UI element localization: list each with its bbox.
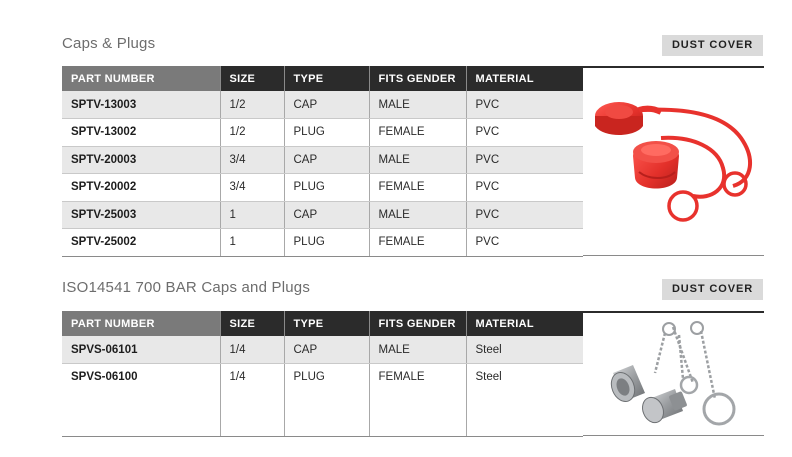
table-header-row — [62, 66, 583, 91]
size-cell: 1/2 — [220, 91, 284, 119]
type-cell: PLUG — [284, 119, 369, 147]
type-cell: CAP — [284, 201, 369, 229]
table-row — [62, 201, 583, 229]
column-header-type: TYPE — [284, 311, 369, 336]
table-row — [62, 91, 583, 119]
size-cell: 3/4 — [220, 174, 284, 202]
type-cell: PLUG — [284, 364, 369, 437]
fits-gender-cell: FEMALE — [369, 364, 466, 437]
size-cell: 1 — [220, 201, 284, 229]
material-cell: PVC — [466, 174, 583, 202]
table-header-row — [62, 311, 583, 336]
table-row — [62, 119, 583, 147]
part-number-cell: SPTV-20002 — [62, 174, 220, 202]
fits-gender-cell: MALE — [369, 91, 466, 119]
part-number-cell: SPTV-25003 — [62, 201, 220, 229]
part-number-cell: SPTV-25002 — [62, 229, 220, 257]
size-cell: 1/4 — [220, 336, 284, 364]
part-number-cell: SPVS-06101 — [62, 336, 220, 364]
size-cell: 1/2 — [220, 119, 284, 147]
fits-gender-cell: MALE — [369, 201, 466, 229]
column-header-size: SIZE — [220, 311, 284, 336]
type-cell: PLUG — [284, 174, 369, 202]
column-header-fits-gender: FITS GENDER — [369, 66, 466, 91]
column-header-fits-gender: FITS GENDER — [369, 311, 466, 336]
material-cell: PVC — [466, 119, 583, 147]
column-header-part-number: PART NUMBER — [62, 66, 220, 91]
part-number-cell: SPTV-20003 — [62, 146, 220, 174]
dust-cover-badge: DUST COVER — [662, 279, 763, 300]
type-cell: CAP — [284, 336, 369, 364]
iso-caps-plugs-table — [62, 311, 583, 437]
dust-cover-badge: DUST COVER — [662, 35, 763, 56]
material-cell: PVC — [466, 201, 583, 229]
type-cell: CAP — [284, 146, 369, 174]
table-row — [62, 174, 583, 202]
column-header-material: MATERIAL — [466, 66, 583, 91]
column-header-part-number: PART NUMBER — [62, 311, 220, 336]
table-row — [62, 229, 583, 257]
table-row — [62, 336, 583, 364]
fits-gender-cell: MALE — [369, 336, 466, 364]
section-title-iso-caps-plugs: ISO14541 700 BAR Caps and Plugs — [62, 279, 311, 296]
type-cell: CAP — [284, 91, 369, 119]
steel-caps-illustration — [583, 313, 764, 435]
section-title-caps-plugs: Caps & Plugs — [62, 35, 156, 52]
column-header-type: TYPE — [284, 66, 369, 91]
fits-gender-cell: FEMALE — [369, 119, 466, 147]
column-header-material: MATERIAL — [466, 311, 583, 336]
material-cell: Steel — [466, 336, 583, 364]
material-cell: PVC — [466, 91, 583, 119]
fits-gender-cell: MALE — [369, 146, 466, 174]
part-number-cell: SPTV-13002 — [62, 119, 220, 147]
fits-gender-cell: FEMALE — [369, 174, 466, 202]
part-number-cell: SPTV-13003 — [62, 91, 220, 119]
material-cell: PVC — [466, 229, 583, 257]
material-cell: PVC — [466, 146, 583, 174]
size-cell: 3/4 — [220, 146, 284, 174]
column-header-size: SIZE — [220, 66, 284, 91]
red-caps-illustration — [583, 68, 764, 255]
part-number-cell: SPVS-06100 — [62, 364, 220, 437]
red-pvc-dust-caps-image — [583, 66, 764, 256]
size-cell: 1 — [220, 229, 284, 257]
caps-plugs-table — [62, 66, 583, 257]
fits-gender-cell: FEMALE — [369, 229, 466, 257]
table-row — [62, 146, 583, 174]
size-cell: 1/4 — [220, 364, 284, 437]
material-cell: Steel — [466, 364, 583, 437]
table-row — [62, 364, 583, 437]
steel-dust-caps-image — [583, 311, 764, 436]
type-cell: PLUG — [284, 229, 369, 257]
